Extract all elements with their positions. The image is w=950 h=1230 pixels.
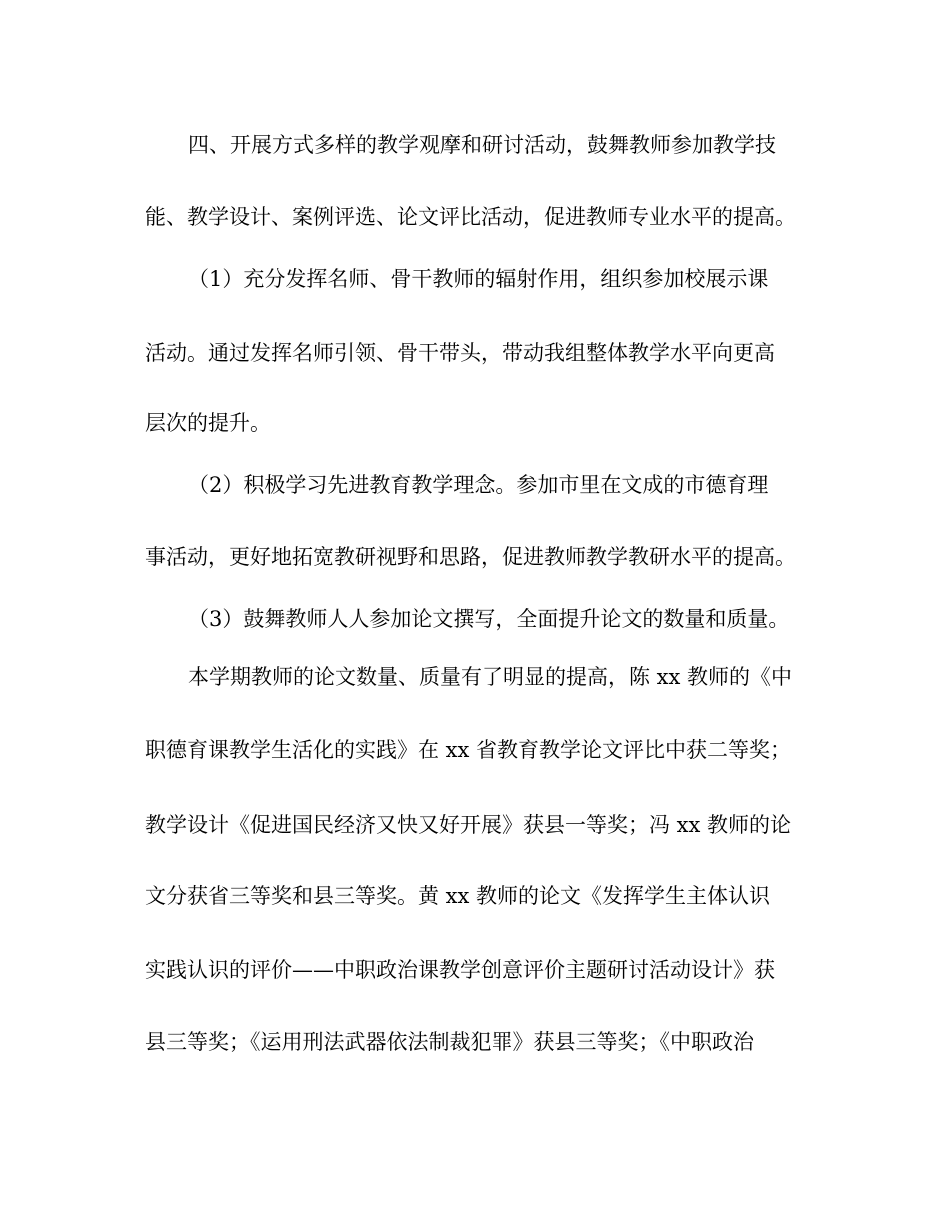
- item-1-line-1: （1）充分发挥名师、骨干教师的辐射作用，组织参加校展示课: [188, 267, 769, 291]
- item-2-line-1: （2）积极学习先进教育教学理念。参加市里在文成的市德育理: [188, 473, 769, 497]
- item-1-line-2: 活动。通过发挥名师引领、骨干带头，带动我组整体教学水平向更高: [145, 341, 775, 365]
- item-2-line-2: 事活动，更好地拓宽教研视野和思路，促进教师教学教研水平的提高。: [145, 545, 796, 569]
- summary-line-6: 县三等奖；《运用刑法武器依法制裁犯罪》获县三等奖；《中职政治: [145, 1030, 754, 1054]
- item-3-line-1: （3）鼓舞教师人人参加论文撰写，全面提升论文的数量和质量。: [188, 607, 790, 631]
- paragraph-4-line-1: 四、开展方式多样的教学观摩和研讨活动，鼓舞教师参加教学技: [188, 133, 776, 157]
- paragraph-4-line-2: 能、教学设计、案例评选、论文评比活动，促进教师专业水平的提高。: [145, 205, 796, 229]
- summary-line-2: 职德育课教学生活化的实践》在 xx 省教育教学论文评比中获二等奖；: [145, 738, 792, 762]
- summary-line-5: 实践认识的评价——中职政治课教学创意评价主题研讨活动设计》获: [145, 958, 775, 982]
- item-1-line-3: 层次的提升。: [145, 411, 271, 435]
- summary-line-4: 文分获省三等奖和县三等奖。黄 xx 教师的论文《发挥学生主体认识: [145, 884, 771, 908]
- summary-line-3: 教学设计《促进国民经济又快又好开展》获县一等奖；冯 xx 教师的论: [145, 813, 792, 837]
- summary-line-1: 本学期教师的论文数量、质量有了明显的提高，陈 xx 教师的《中: [188, 665, 793, 689]
